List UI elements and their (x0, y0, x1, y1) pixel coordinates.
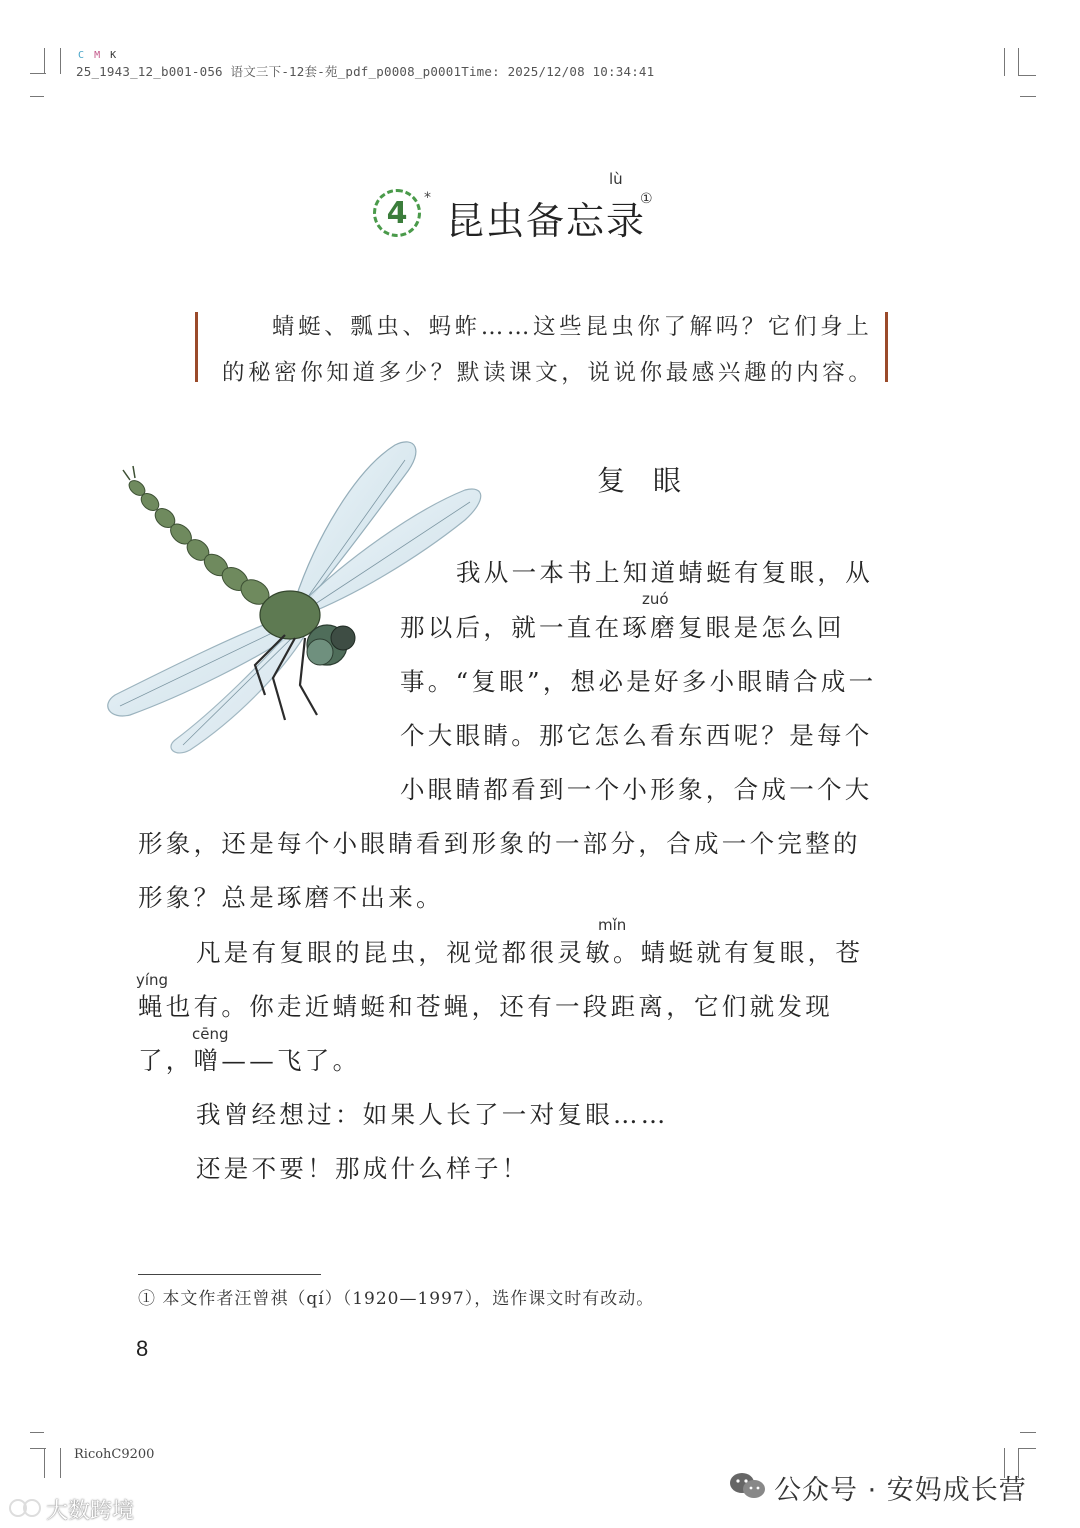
title-pinyin: lù (609, 170, 623, 188)
pinyin-zuo: zuó (642, 590, 669, 608)
crop-mark (1018, 75, 1036, 76)
paragraph-line: 个大眼睛。那它怎么看东西呢？是每个 (400, 721, 873, 750)
footnote: ① 本文作者汪曾祺（qí）（1920—1997），选作课文时有改动。 (138, 1289, 655, 1309)
footnote-rule (138, 1274, 321, 1275)
paragraph-line: 我从一本书上知道蜻蜓有复眼，从 (456, 558, 873, 587)
watermark-account: 公众号 · 安妈成长营 (774, 1475, 1027, 1506)
dragonfly-illustration (95, 430, 495, 760)
crop-mark (1020, 96, 1036, 97)
crop-mark (60, 48, 61, 74)
lesson-number: 4 (386, 195, 408, 231)
scanner-device-label: RicohC9200 (74, 1447, 155, 1462)
lesson-title: 昆虫备忘录 (446, 199, 647, 243)
paragraph-line: 形象？总是琢磨不出来。 (138, 883, 444, 912)
lesson-number-badge (373, 189, 421, 237)
crop-mark (1020, 1432, 1036, 1433)
intro-line: 蜻蜓、瓢虫、蚂蚱……这些昆虫你了解吗？它们身上 (272, 314, 873, 340)
crop-mark (30, 96, 44, 97)
paragraph-line: 了，噌——飞了。 (138, 1046, 361, 1075)
page-number: 8 (136, 1336, 149, 1361)
cmyk-c: C (78, 50, 87, 61)
crop-mark (1004, 48, 1005, 76)
wechat-icon (728, 1470, 768, 1502)
pinyin-ceng: cēng (192, 1025, 229, 1043)
cmyk-k: K (110, 50, 119, 61)
watermark-left: 大数跨境 (46, 1499, 135, 1524)
paragraph-line: 蝇也有。你走近蜻蜓和苍蝇，还有一段距离，它们就发现 (138, 992, 833, 1021)
crop-mark (44, 1448, 45, 1478)
optional-lesson-star: * (424, 190, 431, 206)
paragraph-line: 凡是有复眼的昆虫，视觉都很灵敏。蜻蜓就有复眼，苍 (196, 938, 864, 967)
intro-bar-right (885, 312, 888, 382)
cmyk-m: M (94, 50, 103, 61)
print-header-meta: 25_1943_12_b001-056 语文三下-12套-苑_pdf_p0008_p0001Time: 2025/12/08 10:34:41 (76, 64, 655, 79)
crop-mark (60, 1448, 61, 1478)
crop-mark (1018, 1448, 1036, 1449)
crop-mark (44, 48, 45, 74)
paragraph-line: 事。“复眼”，想必是好多小眼睛合成一 (400, 667, 877, 696)
paragraph-line: 还是不要！那成什么样子！ (196, 1154, 530, 1183)
intro-bar-left (195, 312, 198, 382)
paragraph-line: 形象，还是每个小眼睛看到形象的一部分，合成一个完整的 (138, 829, 861, 858)
intro-line: 的秘密你知道多少？默读课文，说说你最感兴趣的内容。 (222, 360, 875, 386)
crop-mark (30, 1432, 44, 1433)
pinyin-ying: yíng (136, 971, 169, 989)
paragraph-line: 我曾经想过：如果人长了一对复眼…… (196, 1100, 669, 1129)
footnote-marker: ① (640, 191, 653, 207)
paragraph-line: 那以后，就一直在琢磨复眼是怎么回 (400, 613, 845, 642)
section-title: 复眼 (597, 464, 710, 497)
pinyin-min: mǐn (598, 916, 627, 934)
paragraph-line: 小眼睛都看到一个小形象，合成一个大 (400, 775, 873, 804)
cmyk-marks (78, 50, 118, 61)
watermark-logo-icon (8, 1494, 44, 1522)
crop-mark (1018, 48, 1019, 76)
